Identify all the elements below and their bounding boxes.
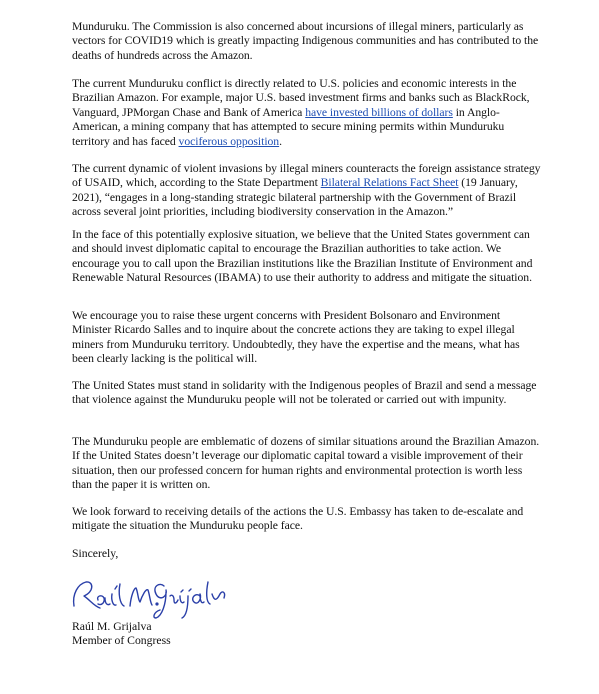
paragraph-solidarity: The United States must stand in solidarity with the Indigenous peoples of Brazil and send a message that violence against the Munduruku people will not be tolerated or carried out with impunity. <box>72 379 537 407</box>
link-vociferous-opposition[interactable]: vociferous opposition <box>178 134 280 148</box>
paragraph-commission-concern: Munduruku. The Commission is also concerned about incursions of illegal miners, particularly as vectors for COVID19 which is greatly impacting Indigenous communities and has contributed to the deaths of hundreds across the Amazon. <box>72 20 539 62</box>
paragraph-usaid-strategy <box>72 162 542 220</box>
p2-text-c: . <box>279 134 282 148</box>
paragraph-emblematic: The Munduruku people are emblematic of dozens of similar situations around the Brazilian Amazon. If the United States doesn’t leverage our diplomatic capital toward a visible improvement of their situation, then our professed concern for human rights and environmental protection is worth less than the paper it is written on. <box>72 435 540 492</box>
p3-text-a: The current dynamic of violent invasions by illegal miners counteracts the foreign assistance strategy of USAID, which, according to the State Department <box>72 162 541 190</box>
signer-title: Member of Congress <box>72 634 171 647</box>
handwritten-signature <box>68 572 228 622</box>
signer-name: Raúl M. Grijalva <box>72 620 152 633</box>
paragraph-look-forward: We look forward to receiving details of the actions the U.S. Embassy has taken to de-escalate and mitigate the situation the Munduruku people face. <box>72 505 524 533</box>
p2-text-b: in Anglo-American, a mining company that has attempted to secure mining permits within Munduruku territory and has faced <box>72 105 505 148</box>
link-fact-sheet[interactable]: Bilateral Relations Fact Sheet <box>320 176 459 190</box>
paragraph-diplomatic-capital: In the face of this potentially explosive situation, we believe that the United States government can and should invest diplomatic capital to encourage the Brazilian authorities to take action. We encourage you to call upon the Brazilian institutions like the Brazilian Institute of Environment and Renewable Natural Resources (IBAMA) to use their authority to address and mitigate the situation. <box>72 228 533 285</box>
closing-sincerely: Sincerely, <box>72 547 119 560</box>
link-invested-billions[interactable]: have invested billions of dollars <box>305 105 453 119</box>
paragraph-us-interests <box>72 77 542 149</box>
p3-text-b: (19 January, 2021), “engages in a long-standing strategic bilateral partnership with the Government of Brazil across several joint priorities, including biodiversity conservation in the Amazon.” <box>72 176 518 219</box>
paragraph-raise-concerns: We encourage you to raise these urgent concerns with President Bolsonaro and Environment Minister Ricardo Salles and to inquire about the concrete actions they are taking to expel illegal miners from Munduruku territory. Undoubtedly, they have the expertise and the means, what has been clearly lacking is the political will. <box>72 309 520 366</box>
p2-text-a: The current Munduruku conflict is directly related to U.S. policies and economic interests in the Brazilian Amazon. For example, major U.S. based investment firms and banks such as BlackRock, Vanguard, JPMorgan Chase and Bank of America <box>72 77 530 119</box>
